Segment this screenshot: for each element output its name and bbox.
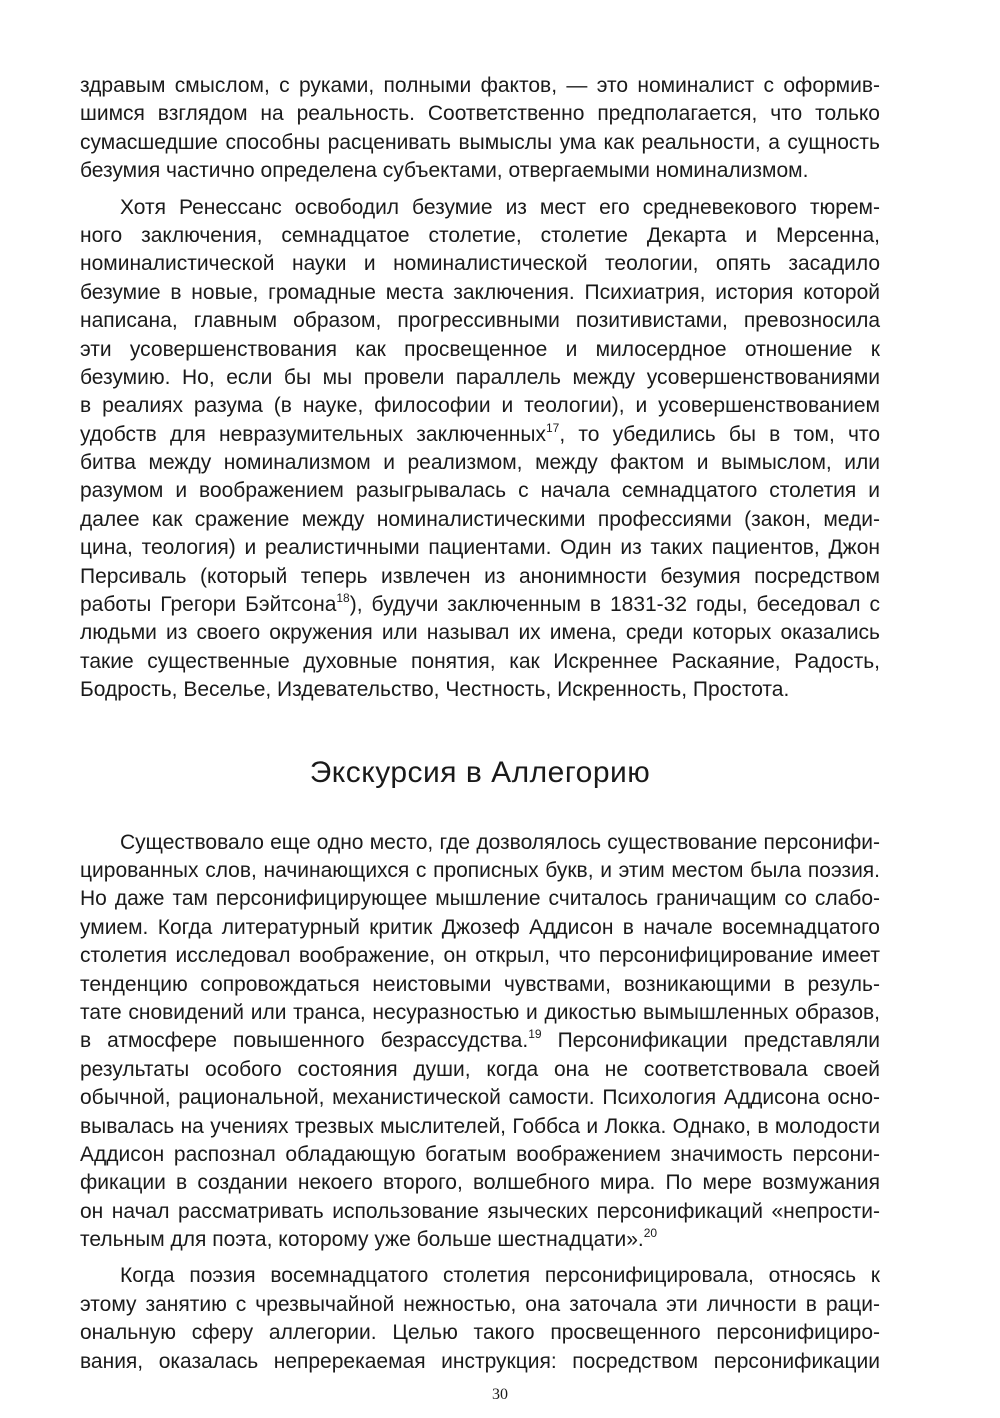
text-line xyxy=(80,1291,880,1319)
paragraph xyxy=(80,72,880,186)
text-run: тенденцию сопровождаться неистовыми чувствами, возникающими в резуль- xyxy=(80,972,880,996)
text-line xyxy=(80,676,880,704)
text-run: безумия частично определена субъектами, отвергаемыми номинализмом. xyxy=(80,159,809,183)
text-line xyxy=(80,421,880,449)
text-line xyxy=(80,1056,880,1084)
text-run: ного заключения, семнадцатое столетие, столетие Декарта и Мерсенна, xyxy=(80,223,880,247)
text-line xyxy=(80,1169,880,1197)
text-run: вания, оказалась непререкаемая инструкция: посредством персонификации xyxy=(80,1349,880,1373)
text-line xyxy=(80,857,880,885)
text-run: в атмосфере повышенного безрассудства. xyxy=(80,1029,529,1053)
text-run: шимся взглядом на реальность. Соответственно предполагается, что только xyxy=(80,102,880,126)
text-run: в реалиях разума (в науке, философии и теологии), и усовершенствованием xyxy=(80,394,880,418)
text-run: битва между номинализмом и реализмом, между фактом и вымыслом, или xyxy=(80,451,880,475)
text-run: ), будучи заключенным в 1831-32 годы, беседовал с xyxy=(349,593,880,617)
text-line xyxy=(80,279,880,307)
footnote-reference[interactable]: 18 xyxy=(336,591,350,606)
text-line xyxy=(80,307,880,335)
text-line xyxy=(80,1198,880,1226)
text-line xyxy=(80,942,880,970)
paragraph xyxy=(80,829,880,1255)
text-line xyxy=(80,477,880,505)
text-run: людьми из своего окружения или называл их имена, среди которых оказались xyxy=(80,621,880,645)
text-run: безумие в новые, громадные места заключения. Психиатрия, история которой xyxy=(80,280,880,304)
page-body xyxy=(80,72,880,1376)
text-line xyxy=(80,1113,880,1141)
text-run: такие существенные духовные понятия, как Искреннее Раскаяние, Радость, xyxy=(80,649,880,673)
text-line xyxy=(80,1027,880,1055)
text-line xyxy=(80,563,880,591)
text-line xyxy=(80,506,880,534)
text-line xyxy=(80,885,880,913)
text-line xyxy=(80,1226,880,1254)
text-line xyxy=(80,129,880,157)
text-line xyxy=(80,1084,880,1112)
text-run: Хотя Ренессанс освободил безумие из мест его средневекового тюрем- xyxy=(120,195,880,219)
text-run: обычной, рациональной, механистической самости. Психология Аддисона осно- xyxy=(80,1086,880,1110)
text-line xyxy=(80,999,880,1027)
text-run: номиналистической науки и номиналистической теологии, опять засадило xyxy=(80,252,880,276)
text-line xyxy=(80,1319,880,1347)
footnote-reference[interactable]: 20 xyxy=(643,1226,658,1241)
text-run: тельным для поэта, которому уже больше шестнадцати». xyxy=(80,1228,644,1252)
text-line xyxy=(80,619,880,647)
text-run: , то убедились бы в том, что xyxy=(559,422,880,446)
text-line xyxy=(80,449,880,477)
text-run: Когда поэзия восемнадцатого столетия персонифицировала, относясь к xyxy=(120,1264,880,1288)
text-run: Персиваль (который теперь извлечен из анонимности безумия посредством xyxy=(80,564,880,588)
page-number: 30 xyxy=(492,1386,508,1403)
text-line xyxy=(80,914,880,942)
text-run: здравым смыслом, с руками, полными фактов, — это номиналист с оформив- xyxy=(80,74,880,97)
text-line xyxy=(80,1262,880,1290)
text-run: написана, главным образом, прогрессивными позитивистами, превозносила xyxy=(80,309,880,333)
text-line xyxy=(80,157,880,185)
text-run: Персонификации представляли xyxy=(541,1029,880,1053)
text-line xyxy=(80,72,880,100)
text-run: Аддисон распознал обладающую богатым воображением значимость персони- xyxy=(80,1142,880,1166)
text-run: эти усовершенствования как просвещенное и милосердное отношение к xyxy=(80,337,880,361)
paragraph xyxy=(80,1262,880,1376)
text-run: ональную сферу аллегории. Целью такого просвещенного персонифициро- xyxy=(80,1321,880,1345)
text-run: далее как сражение между номиналистическими профессиями (закон, меди- xyxy=(80,507,880,531)
text-after-heading xyxy=(80,829,880,1376)
text-run: работы Грегори Бэйтсона xyxy=(80,593,337,617)
text-line xyxy=(80,250,880,278)
text-line xyxy=(80,194,880,222)
paragraph xyxy=(80,194,880,705)
footnote-reference[interactable]: 19 xyxy=(528,1027,542,1042)
text-run: цина, теология) и реалистичными пациентами. Один из таких пациентов, Джон xyxy=(80,536,880,560)
text-run: удобств для невразумительных заключенных xyxy=(80,422,546,446)
text-run: он начал рассматривать использование языческих персонификаций «непрости- xyxy=(80,1199,880,1223)
text-run: тате сновидений или транса, несуразностью и дикостью вымышленных образов, xyxy=(80,1000,880,1024)
text-run: Существовало еще одно место, где дозволялось существование персонифи- xyxy=(120,830,880,854)
footnote-reference[interactable]: 17 xyxy=(545,420,560,435)
text-line xyxy=(80,1348,880,1376)
text-line xyxy=(80,534,880,562)
text-run: Но даже там персонифицирующее мышление считалось граничащим со слабо- xyxy=(80,887,880,911)
text-before-heading xyxy=(80,72,880,705)
text-line xyxy=(80,392,880,420)
text-line xyxy=(80,222,880,250)
text-run: разумом и воображением разыгрывалась с начала семнадцатого столетия и xyxy=(80,479,880,503)
text-line xyxy=(80,100,880,128)
text-run: этому занятию с чрезвычайной нежностью, она заточала эти личности в раци- xyxy=(80,1292,880,1316)
text-run: Бодрость, Веселье, Издевательство, Честность, Искренность, Простота. xyxy=(80,678,790,702)
text-run: умием. Когда литературный критик Джозеф Аддисон в начале восемнадцатого xyxy=(80,915,880,939)
text-line xyxy=(80,336,880,364)
text-run: вывалась на учениях трезвых мыслителей, Гоббса и Локка. Однако, в молодости xyxy=(80,1114,880,1138)
text-run: столетия исследовал воображение, он открыл, что персонифицирование имеет xyxy=(80,944,880,968)
text-line xyxy=(80,648,880,676)
text-run: результаты особого состояния души, когда она не соответствовала своей xyxy=(80,1057,880,1081)
text-run: фикации в создании некоего второго, волшебного мира. По мере возмужания xyxy=(80,1171,880,1195)
text-line xyxy=(80,364,880,392)
text-line xyxy=(80,591,880,619)
text-line xyxy=(80,1141,880,1169)
text-line xyxy=(80,971,880,999)
text-run: сумасшедшие способны расценивать вымыслы ума как реальности, а сущность xyxy=(80,130,880,154)
text-run: цированных слов, начинающихся с прописных букв, и этим местом была поэзия. xyxy=(80,858,880,882)
text-run: безумию. Но, если бы мы провели параллель между усовершенствованиями xyxy=(80,365,880,389)
section-heading: Экскурсия в Аллегорию xyxy=(309,755,651,789)
text-line xyxy=(80,829,880,857)
